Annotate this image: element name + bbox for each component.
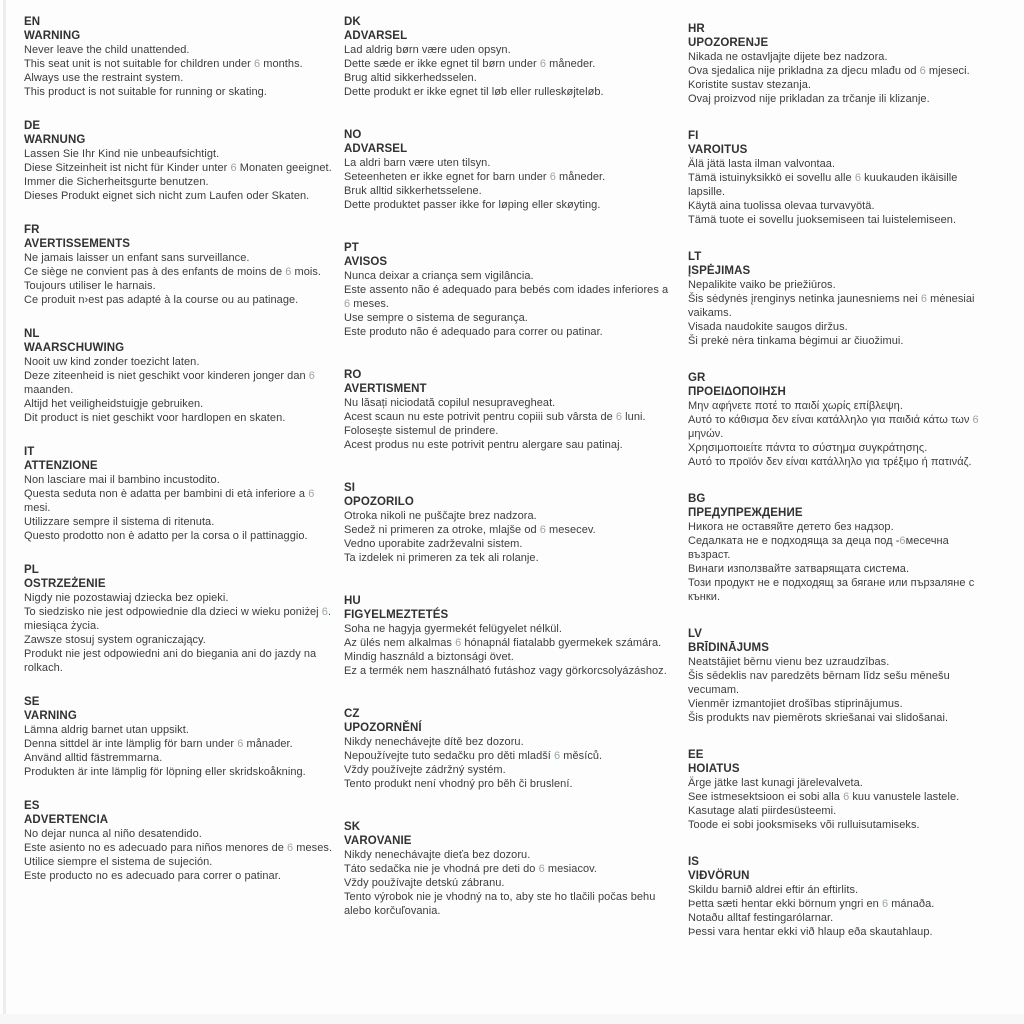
warning-heading: ADVARSEL [344, 30, 408, 42]
warning-line: Immer die Sicherheitsgurte benutzen. [24, 176, 209, 188]
language-code: IS [688, 856, 700, 868]
language-code: EN [24, 16, 41, 28]
warning-line: Non lasciare mai il bambino incustodito. [24, 474, 220, 486]
warning-line: No dejar nunca al niño desatendido. [24, 828, 202, 840]
language-section-ro [344, 368, 674, 452]
language-code: PL [24, 564, 39, 576]
warning-heading: AVISOS [344, 256, 388, 268]
warning-line: Tento produkt není vhodný pro běh či bruslení. [344, 778, 573, 790]
warning-line: Produkt nie jest odpowiedni ani do biegania ani do jazdy na rolkach. [24, 648, 317, 674]
language-code: FI [688, 130, 699, 142]
warning-line: Använd alltid fästremmarna. [24, 752, 163, 764]
warning-line: Никога не оставяйте детето без надзор. [688, 521, 894, 533]
language-section-fr [24, 223, 336, 307]
language-section-pl [24, 563, 336, 675]
warning-line: Kasutage alati piirdesüsteemi. [688, 805, 837, 817]
warning-heading: ПРЕДУПРЕЖДЕНИЕ [688, 507, 803, 519]
warning-line: Always use the restraint system. [24, 72, 184, 84]
language-section-de [24, 119, 336, 203]
warning-line: Skildu barnið aldrei eftir án eftirlits. [688, 884, 859, 896]
language-code: BG [688, 493, 706, 505]
warning-heading: VARNING [24, 710, 77, 722]
language-code: IT [24, 446, 35, 458]
warning-heading: AVERTISMENT [344, 383, 427, 395]
scan-edge-artifact-left [3, 0, 6, 1014]
warning-line: Nikdy nenechávajte dieťa bez dozoru. [344, 849, 531, 861]
warning-line: Ne jamais laisser un enfant sans surveillance. [24, 252, 250, 264]
warning-line: Sedež ni primeren za otroke, mlajše od 6 mesecev. [344, 524, 596, 536]
language-code: SK [344, 821, 361, 833]
warning-line: Седалката не е подходяща за деца под -6месечна възраст. [688, 535, 949, 561]
warning-line: Lämna aldrig barnet utan uppsikt. [24, 724, 189, 736]
warning-line: Käytä aina tuolissa olevaa turvavyötä. [688, 200, 875, 212]
warning-line: Nikdy nenechávejte dítě bez dozoru. [344, 736, 524, 748]
language-section-lt [688, 250, 993, 348]
scan-edge-artifact-bottom [0, 1014, 1024, 1024]
warning-line: Seteenheten er ikke egnet for barn under 6 måneder. [344, 171, 606, 183]
language-code: HR [688, 23, 705, 35]
warning-line: Altijd het veiligheidstuigje gebruiken. [24, 398, 204, 410]
language-code: NO [344, 129, 362, 141]
warning-line: Otroka nikoli ne puščajte brez nadzora. [344, 510, 537, 522]
warning-heading: WARNING [24, 30, 81, 42]
warning-line: Neatstājiet bērnu vienu bez uzraudzības. [688, 656, 890, 668]
warning-line: Acest produs nu este potrivit pentru alergare sau patinaj. [344, 439, 623, 451]
warning-heading: BRĪDINĀJUMS [688, 642, 769, 654]
warning-heading: ΠΡΟΕΙΔΟΠΟΙΗΣΗ [688, 386, 786, 398]
warning-line: Toujours utiliser le harnais. [24, 280, 156, 292]
warning-line: Produkten är inte lämplig för löpning eller skridskoåkning. [24, 766, 306, 778]
warning-line: Zawsze stosuj system ograniczający. [24, 634, 206, 646]
warning-line: Ez a termék nem használható futáshoz vagy görkorcsolyázáshoz. [344, 665, 667, 677]
language-code: PT [344, 242, 359, 254]
warning-line: Táto sedačka nie je vhodná pre deti do 6 mesiacov. [344, 863, 598, 875]
language-section-lv [688, 627, 993, 725]
month-number: 6 [615, 411, 623, 423]
warning-line: Vždy používajte detskú zábranu. [344, 877, 505, 889]
warning-heading: VAROITUS [688, 144, 748, 156]
warning-line: Ärge jätke last kunagi järelevalveta. [688, 777, 863, 789]
warning-line: Ce produit n›est pas adapté à la course ou au patinage. [24, 294, 299, 306]
warning-heading: HOIATUS [688, 763, 740, 775]
language-code: GR [688, 372, 706, 384]
month-number: 6 [538, 863, 545, 875]
language-code: SI [344, 482, 356, 494]
warning-line: Šis sėdynės įrenginys netinka jaunesniems nei 6 mėnesiai vaikams. [688, 293, 975, 319]
month-number: 6 [972, 414, 979, 426]
language-code: EE [688, 749, 704, 761]
warning-heading: VAROVANIE [344, 835, 412, 847]
warning-line: Šis produkts nav piemērots skriešanai vai slidošanai. [688, 712, 949, 724]
language-code: FR [24, 224, 40, 236]
warning-line: Ova sjedalica nije prikladna za djecu mlađu od 6 mjeseci. [688, 65, 970, 77]
warning-line: Este asiento no es adecuado para niños menores de 6 meses. [24, 842, 333, 854]
month-number: 6 [539, 524, 546, 536]
warning-line: Este producto no es adecuado para correr o patinar. [24, 870, 281, 882]
month-number: 6 [539, 58, 546, 70]
language-section-se [24, 695, 336, 779]
language-section-si [344, 481, 674, 565]
column-3 [688, 22, 993, 939]
language-code: HU [344, 595, 361, 607]
warning-line: Folosește sistemul de prindere. [344, 425, 499, 437]
month-number: 6 [285, 266, 292, 278]
warning-line: Vienmēr izmantojiet drošības stiprinājumus. [688, 698, 903, 710]
warning-line: Αυτό το κάθισμα δεν είναι κατάλληλο για παιδιά κάτω των 6 μηνών. [688, 414, 979, 440]
warning-line: Questo prodotto non è adatto per la corsa o il pattinaggio. [24, 530, 308, 542]
month-number: 6 [253, 58, 261, 70]
month-number: 6 [919, 65, 926, 77]
warning-heading: ADVERTENCIA [24, 814, 109, 826]
warning-line: Älä jätä lasta ilman valvontaa. [688, 158, 836, 170]
language-section-it [24, 445, 336, 543]
warning-heading: ADVARSEL [344, 143, 408, 155]
language-section-is [688, 855, 993, 939]
warning-line: Ce siège ne convient pas à des enfants de moins de 6 mois. [24, 266, 322, 278]
month-number: 6 [321, 606, 328, 618]
month-number: 6 [287, 842, 294, 854]
language-section-ee [688, 748, 993, 832]
warning-line: Deze ziteenheid is niet geschikt voor kinderen jonger dan 6 maanden. [24, 370, 315, 396]
language-section-cz [344, 707, 674, 791]
warning-line: Nooit uw kind zonder toezicht laten. [24, 356, 200, 368]
warning-line: Vedno uporabite zadrževalni sistem. [344, 538, 523, 550]
warning-line: Dieses Produkt eignet sich nicht zum Laufen oder Skaten. [24, 190, 310, 202]
warning-line: This product is not suitable for running or skating. [24, 86, 267, 98]
warning-heading: WAARSCHUWING [24, 342, 125, 354]
warning-line: Utilizzare sempre il sistema di ritenuta. [24, 516, 215, 528]
month-number: 6 [881, 898, 889, 910]
warning-line: Tämä istuinyksikkö ei sovellu alle 6 kuukauden ikäisille lapsille. [688, 172, 958, 198]
month-number: 6 [920, 293, 927, 305]
warning-line: Mindig használd a biztonsági övet. [344, 651, 514, 663]
month-number: 6 [455, 637, 462, 649]
warning-line: Utilice siempre el sistema de sujeción. [24, 856, 213, 868]
warning-line: Vždy používejte zádržný systém. [344, 764, 506, 776]
column-2 [344, 15, 674, 918]
language-section-pt [344, 241, 674, 339]
month-number: 6 [308, 370, 315, 382]
warning-line: Този продукт не е подходящ за бягане или пързаляне с кънки. [688, 577, 975, 603]
language-code: SE [24, 696, 40, 708]
warning-heading: FIGYELMEZTETÉS [344, 609, 449, 621]
warning-heading: UPOZORENJE [688, 37, 769, 49]
month-number: 6 [237, 738, 244, 750]
warning-line: Nepalikite vaiko be priežiūros. [688, 279, 836, 291]
month-number: 6 [854, 172, 861, 184]
language-section-hr [688, 22, 993, 106]
warning-line: Šis sēdeklis nav paredzēts bērnam līdz sešu mēnešu vecumam. [688, 670, 950, 696]
warning-line: Bruk alltid sikkerhetsselene. [344, 185, 482, 197]
warning-line: This seat unit is not suitable for children under 6 months. [24, 58, 303, 70]
month-number: 6 [899, 535, 906, 547]
language-section-bg [688, 492, 993, 604]
warning-line: Lassen Sie Ihr Kind nie unbeaufsichtigt. [24, 148, 220, 160]
warning-heading: ĮSPĖJIMAS [688, 265, 751, 277]
warning-heading: OPOZORILO [344, 496, 414, 508]
warning-line: Nepoužívejte tuto sedačku pro děti mladší 6 měsíců. [344, 750, 603, 762]
language-code: LT [688, 251, 702, 263]
warning-line: Χρησιμοποιείτε πάντα το σύστημα συγκράτησης. [688, 442, 928, 454]
warning-heading: OSTRZEŻENIE [24, 578, 106, 590]
language-code: LV [688, 628, 703, 640]
language-section-hu [344, 594, 674, 678]
language-code: RO [344, 369, 362, 381]
warning-line: Denna sittdel är inte lämplig för barn under 6 månader. [24, 738, 293, 750]
warning-line: Dette produktet passer ikke for løping eller skøyting. [344, 199, 601, 211]
warning-line: Nikada ne ostavljajte dijete bez nadzora. [688, 51, 888, 63]
warning-line: Az ülés nem alkalmas 6 hónapnál fiatalabb gyermekek számára. [344, 637, 662, 649]
warning-line: Винаги използвайте затварящата система. [688, 563, 910, 575]
month-number: 6 [554, 750, 561, 762]
language-section-fi [688, 129, 993, 227]
warning-line: Notaðu alltaf festingarólarnar. [688, 912, 834, 924]
month-number: 6 [549, 171, 556, 183]
language-section-en [24, 15, 336, 99]
warning-line: Ovaj proizvod nije prikladan za trčanje ili klizanje. [688, 93, 930, 105]
language-code: DK [344, 16, 361, 28]
warning-line: Nunca deixar a criança sem vigilância. [344, 270, 534, 282]
language-code: ES [24, 800, 40, 812]
month-number: 6 [843, 791, 850, 803]
warning-line: Dit product is niet geschikt voor hardlopen en skaten. [24, 412, 286, 424]
language-code: DE [24, 120, 41, 132]
warning-line: Μην αφήνετε ποτέ το παιδί χωρίς επίβλεψη. [688, 400, 903, 412]
language-code: NL [24, 328, 40, 340]
month-number: 6 [230, 162, 237, 174]
warning-line: Use sempre o sistema de segurança. [344, 312, 528, 324]
warning-line: La aldri barn være uten tilsyn. [344, 157, 491, 169]
warning-line: Este produto não é adequado para correr ou patinar. [344, 326, 603, 338]
warning-line: Tento výrobok nie je vhodný na to, aby ste ho tlačili počas behu alebo korčuľovania. [344, 891, 656, 917]
language-section-sk [344, 820, 674, 918]
warning-line: Visada naudokite saugos diržus. [688, 321, 848, 333]
warning-line: Lad aldrig børn være uden opsyn. [344, 44, 511, 56]
warning-line: Þessi vara hentar ekki við hlaup eða skautahlaup. [688, 926, 933, 938]
language-code: CZ [344, 708, 360, 720]
warning-line: See istmesektsioon ei sobi alla 6 kuu vanustele lastele. [688, 791, 960, 803]
month-number: 6 [344, 298, 351, 310]
warning-line: Ta izdelek ni primeren za tek ali rolanje. [344, 552, 539, 564]
warning-line: Nigdy nie pozostawiaj dziecka bez opieki. [24, 592, 229, 604]
warning-line: Tämä tuote ei sovellu juoksemiseen tai luistelemiseen. [688, 214, 957, 226]
warning-line: Αυτό το προϊόν δεν είναι κατάλληλο για τρέξιμο ή πατινάζ. [688, 456, 972, 468]
warning-line: Ši prekė nėra tinkama bėgimui ar čiuožimui. [688, 335, 904, 347]
warning-line: Questa seduta non è adatta per bambini di età inferiore a 6 mesi. [24, 488, 315, 514]
language-section-no [344, 128, 674, 212]
month-number: 6 [308, 488, 315, 500]
warning-heading: ATTENZIONE [24, 460, 98, 472]
warning-heading: UPOZORNĚNÍ [344, 722, 422, 734]
warning-line: Brug altid sikkerhedsselen. [344, 72, 477, 84]
warning-line: To siedzisko nie jest odpowiednie dla dzieci w wieku poniżej 6. miesiąca życia. [24, 606, 332, 632]
warning-line: Toode ei sobi jooksmiseks või rulluisutamiseks. [688, 819, 920, 831]
warning-heading: WARNUNG [24, 134, 86, 146]
warning-line: Diese Sitzeinheit ist nicht für Kinder unter 6 Monaten geeignet. [24, 162, 332, 174]
warning-line: Dette sæde er ikke egnet til børn under 6 måneder. [344, 58, 596, 70]
language-section-nl [24, 327, 336, 425]
warning-line: Dette produkt er ikke egnet til løb eller rulleskøjteløb. [344, 86, 604, 98]
warning-heading: VIÐVÖRUN [688, 870, 750, 882]
warning-heading: AVERTISSEMENTS [24, 238, 130, 250]
warning-line: Este assento não é adequado para bebés com idades inferiores a 6 meses. [344, 284, 669, 310]
column-1 [24, 15, 336, 883]
warning-line: Never leave the child unattended. [24, 44, 190, 56]
language-section-dk [344, 15, 674, 99]
warning-line: Koristite sustav stezanja. [688, 79, 811, 91]
language-section-gr [688, 371, 993, 469]
warning-line: Nu lăsați niciodată copilul nesupravegheat. [344, 397, 556, 409]
warning-line: Þetta sæti hentar ekki börnum yngri en 6 mánaða. [688, 898, 935, 910]
language-section-es [24, 799, 336, 883]
warning-line: Soha ne hagyja gyermekét felügyelet nélkül. [344, 623, 563, 635]
warning-line: Acest scaun nu este potrivit pentru copiii sub vârsta de 6 luni. [344, 411, 646, 423]
